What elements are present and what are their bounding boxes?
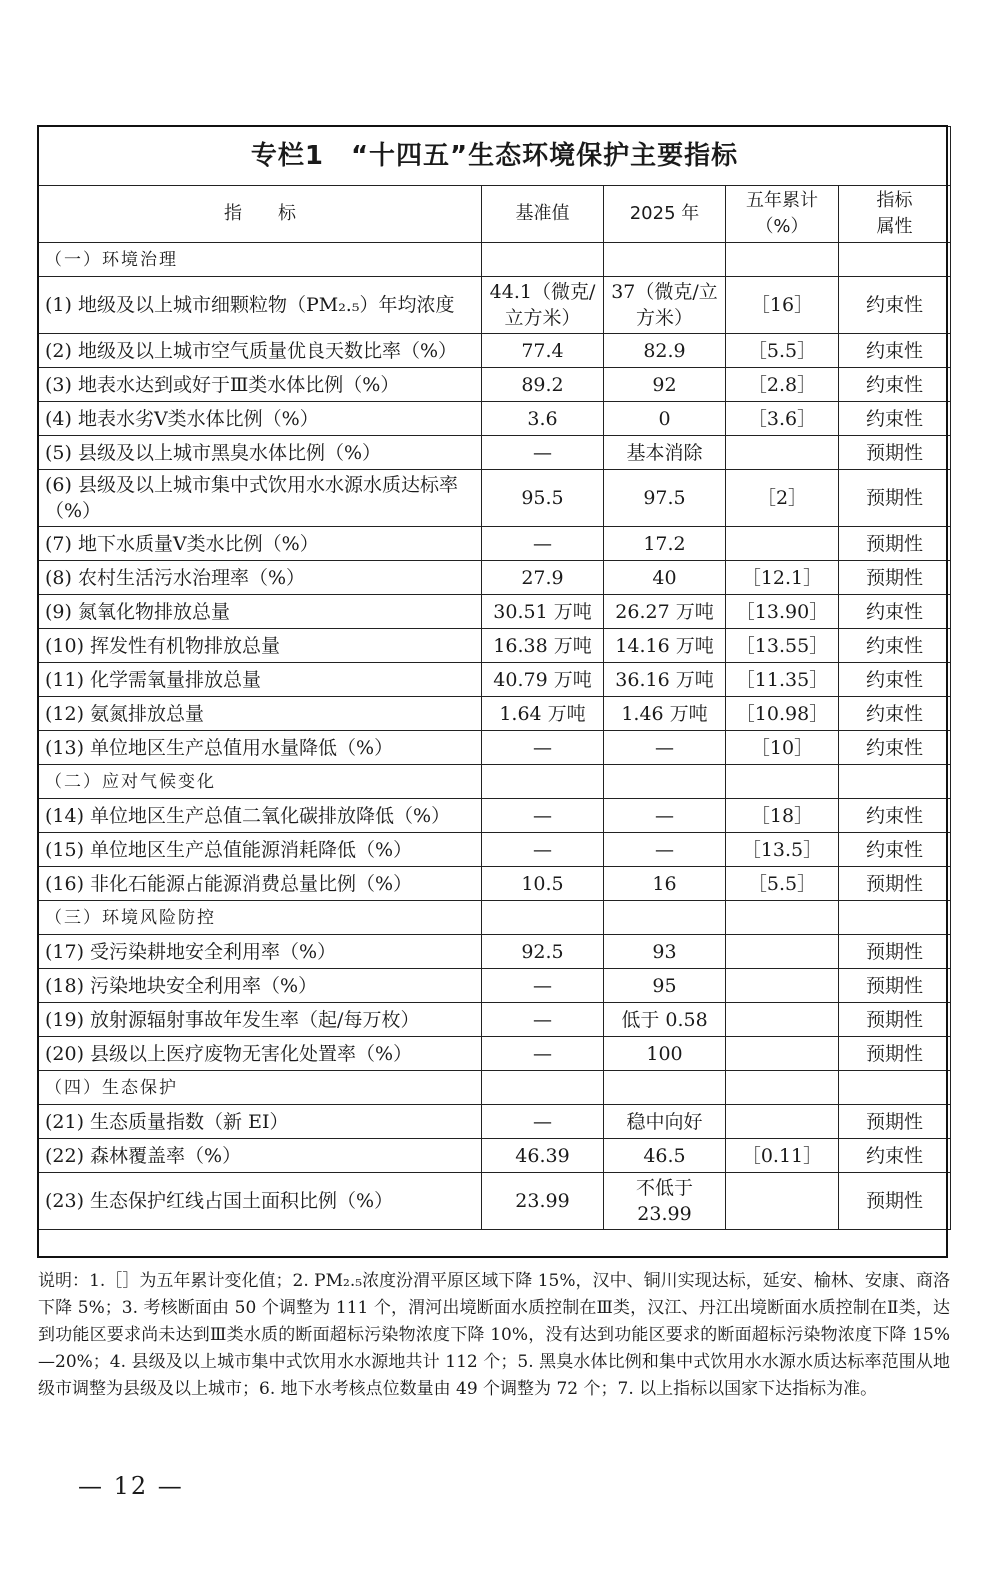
section-empty-cell (839, 901, 951, 935)
target-cell: 1.46 万吨 (604, 697, 726, 731)
attribute-cell: 约束性 (839, 334, 951, 368)
section-row (39, 1071, 951, 1105)
header-cumulative-line1: 五年累计 (746, 190, 818, 211)
cumulative-cell (726, 1173, 839, 1230)
attribute-cell: 预期性 (839, 1105, 951, 1139)
table-row (39, 629, 951, 663)
cumulative-cell: ［10.98］ (726, 697, 839, 731)
attribute-cell: 预期性 (839, 1003, 951, 1037)
target-cell: 基本消除 (604, 436, 726, 470)
cumulative-cell: ［10］ (726, 731, 839, 765)
target-cell: — (604, 799, 726, 833)
baseline-cell: 40.79 万吨 (482, 663, 604, 697)
table-row (39, 969, 951, 1003)
section-empty-cell (604, 765, 726, 799)
baseline-cell: — (482, 731, 604, 765)
cumulative-cell (726, 527, 839, 561)
indicator-cell: (8) 农村生活污水治理率（%） (39, 561, 482, 595)
section-empty-cell (726, 765, 839, 799)
baseline-cell: 92.5 (482, 935, 604, 969)
indicator-cell: (15) 单位地区生产总值能源消耗降低（%） (39, 833, 482, 867)
attribute-cell: 约束性 (839, 277, 951, 334)
baseline-cell: — (482, 1105, 604, 1139)
table-row (39, 402, 951, 436)
indicator-cell: (16) 非化石能源占能源消费总量比例（%） (39, 867, 482, 901)
attribute-cell: 预期性 (839, 969, 951, 1003)
header-baseline: 基准值 (482, 186, 604, 243)
indicator-cell: (19) 放射源辐射事故年发生率（起/每万枚） (39, 1003, 482, 1037)
target-cell: 0 (604, 402, 726, 436)
target-cell: 36.16 万吨 (604, 663, 726, 697)
table-row (39, 1003, 951, 1037)
table-row (39, 368, 951, 402)
baseline-cell: 3.6 (482, 402, 604, 436)
section-empty-cell (604, 901, 726, 935)
cumulative-cell: ［13.55］ (726, 629, 839, 663)
attribute-cell: 约束性 (839, 799, 951, 833)
baseline-cell: 16.38 万吨 (482, 629, 604, 663)
cumulative-cell: ［12.1］ (726, 561, 839, 595)
cumulative-cell (726, 1003, 839, 1037)
cumulative-cell (726, 436, 839, 470)
indicator-cell: (23) 生态保护红线占国土面积比例（%） (39, 1173, 482, 1230)
indicator-cell: (5) 县级及以上城市黑臭水体比例（%） (39, 436, 482, 470)
attribute-cell: 预期性 (839, 1037, 951, 1071)
baseline-cell: 1.64 万吨 (482, 697, 604, 731)
target-cell: 82.9 (604, 334, 726, 368)
target-cell: 不低于 23.99 (604, 1173, 726, 1230)
table-row (39, 697, 951, 731)
baseline-cell: 30.51 万吨 (482, 595, 604, 629)
section-title: （三）环境风险防控 (39, 901, 482, 935)
attribute-cell: 约束性 (839, 663, 951, 697)
section-empty-cell (726, 901, 839, 935)
target-cell: 37（微克/立方米） (604, 277, 726, 334)
cumulative-cell: ［13.5］ (726, 833, 839, 867)
indicator-cell: (4) 地表水劣Ⅴ类水体比例（%） (39, 402, 482, 436)
section-row (39, 243, 951, 277)
header-row (39, 186, 951, 243)
table-row (39, 833, 951, 867)
indicator-cell: (7) 地下水质量Ⅴ类水比例（%） (39, 527, 482, 561)
section-empty-cell (726, 243, 839, 277)
indicator-cell: (1) 地级及以上城市细颗粒物（PM₂.₅）年均浓度 (39, 277, 482, 334)
baseline-cell: — (482, 799, 604, 833)
indicator-cell: (9) 氮氧化物排放总量 (39, 595, 482, 629)
cumulative-cell: ［3.6］ (726, 402, 839, 436)
baseline-cell: 95.5 (482, 470, 604, 527)
section-empty-cell (482, 901, 604, 935)
section-empty-cell (839, 1071, 951, 1105)
target-cell: 稳中向好 (604, 1105, 726, 1139)
target-cell: 16 (604, 867, 726, 901)
baseline-cell: — (482, 969, 604, 1003)
baseline-cell: 44.1（微克/立方米） (482, 277, 604, 334)
baseline-cell: — (482, 1037, 604, 1071)
table-row (39, 470, 951, 527)
indicator-cell: (22) 森林覆盖率（%） (39, 1139, 482, 1173)
attribute-cell: 约束性 (839, 833, 951, 867)
indicators-table (38, 126, 951, 1230)
table-row (39, 1105, 951, 1139)
indicator-cell: (17) 受污染耕地安全利用率（%） (39, 935, 482, 969)
baseline-cell: — (482, 436, 604, 470)
indicator-cell: (11) 化学需氧量排放总量 (39, 663, 482, 697)
target-cell: 92 (604, 368, 726, 402)
table-title: 专栏1 “十四五”生态环境保护主要指标 (39, 127, 951, 186)
indicator-cell: (10) 挥发性有机物排放总量 (39, 629, 482, 663)
target-cell: 14.16 万吨 (604, 629, 726, 663)
cumulative-cell (726, 969, 839, 1003)
header-attribute (839, 186, 951, 243)
section-empty-cell (839, 243, 951, 277)
header-cumulative (726, 186, 839, 243)
section-empty-cell (839, 765, 951, 799)
attribute-cell: 约束性 (839, 629, 951, 663)
indicator-cell: (18) 污染地块安全利用率（%） (39, 969, 482, 1003)
table-row (39, 867, 951, 901)
header-attribute-line1: 指标 (876, 190, 913, 211)
attribute-cell: 预期性 (839, 935, 951, 969)
target-cell: — (604, 833, 726, 867)
attribute-cell: 约束性 (839, 1139, 951, 1173)
cumulative-cell (726, 1105, 839, 1139)
target-cell: 97.5 (604, 470, 726, 527)
table-row (39, 935, 951, 969)
section-empty-cell (482, 1071, 604, 1105)
section-title: （一）环境治理 (39, 243, 482, 277)
table-row (39, 799, 951, 833)
attribute-cell: 约束性 (839, 595, 951, 629)
attribute-cell: 约束性 (839, 402, 951, 436)
header-indicator: 指 标 (39, 186, 482, 243)
section-empty-cell (482, 765, 604, 799)
cumulative-cell: ［5.5］ (726, 334, 839, 368)
indicator-cell: (21) 生态质量指数（新 EI） (39, 1105, 482, 1139)
attribute-cell: 约束性 (839, 731, 951, 765)
section-row (39, 901, 951, 935)
attribute-cell: 预期性 (839, 561, 951, 595)
table-row (39, 1173, 951, 1230)
header-attribute-line2: 属性 (876, 216, 913, 237)
section-empty-cell (604, 243, 726, 277)
cumulative-cell (726, 1037, 839, 1071)
indicator-cell: (2) 地级及以上城市空气质量优良天数比率（%） (39, 334, 482, 368)
page-number: — 12 — (78, 1472, 184, 1500)
attribute-cell: 预期性 (839, 527, 951, 561)
target-cell: 低于 0.58 (604, 1003, 726, 1037)
attribute-cell: 预期性 (839, 470, 951, 527)
baseline-cell: 23.99 (482, 1173, 604, 1230)
target-cell: — (604, 731, 726, 765)
explanatory-note: 说明：1.［］为五年累计变化值；2. PM₂.₅浓度汾渭平原区域下降 15%，汉中、铜川实现达标，延安、榆林、安康、商洛下降 5%；3. 考核断面由 50 个调整为 111 个，渭河出境断面水质控制在Ⅲ类，汉江、丹江出境断面水质控制在Ⅱ类，达到功能区要求尚未达到Ⅲ类水质的断面超标污染物浓度下降 10%，没有达到功能区要求的断面超标污染物浓度下降 15%—20%；4. 县级及以上城市集中式饮用水水源地共计 112 个；5. 黑臭水体比例和集中式饮用水水源水质达标率范围从地级市调整为县级及以上城市；6. 地下水考核点位数量由 49 个调整为 72 个；7. 以上指标以国家下达指标为准。 (38, 1271, 950, 1399)
indicator-cell: (3) 地表水达到或好于Ⅲ类水体比例（%） (39, 368, 482, 402)
section-empty-cell (726, 1071, 839, 1105)
baseline-cell: 27.9 (482, 561, 604, 595)
cumulative-cell: ［5.5］ (726, 867, 839, 901)
table-row (39, 277, 951, 334)
indicator-cell: (12) 氨氮排放总量 (39, 697, 482, 731)
baseline-cell: — (482, 527, 604, 561)
indicator-cell: (13) 单位地区生产总值用水量降低（%） (39, 731, 482, 765)
target-cell: 26.27 万吨 (604, 595, 726, 629)
target-cell: 93 (604, 935, 726, 969)
cumulative-cell: ［16］ (726, 277, 839, 334)
baseline-cell: 89.2 (482, 368, 604, 402)
table-row (39, 1139, 951, 1173)
table-row (39, 663, 951, 697)
cumulative-cell: ［18］ (726, 799, 839, 833)
table-row (39, 731, 951, 765)
target-cell: 46.5 (604, 1139, 726, 1173)
table-row (39, 436, 951, 470)
section-empty-cell (604, 1071, 726, 1105)
indicator-cell: (20) 县级以上医疗废物无害化处置率（%） (39, 1037, 482, 1071)
header-target: 2025 年 (604, 186, 726, 243)
baseline-cell: — (482, 1003, 604, 1037)
table-row (39, 595, 951, 629)
baseline-cell: 10.5 (482, 867, 604, 901)
indicator-cell: (14) 单位地区生产总值二氧化碳排放降低（%） (39, 799, 482, 833)
attribute-cell: 预期性 (839, 867, 951, 901)
table-row (39, 561, 951, 595)
header-cumulative-line2: （%） (755, 216, 809, 237)
attribute-cell: 约束性 (839, 697, 951, 731)
attribute-cell: 约束性 (839, 368, 951, 402)
section-row (39, 765, 951, 799)
table-row (39, 527, 951, 561)
baseline-cell: 77.4 (482, 334, 604, 368)
cumulative-cell: ［2.8］ (726, 368, 839, 402)
cumulative-cell: ［11.35］ (726, 663, 839, 697)
target-cell: 100 (604, 1037, 726, 1071)
table-row (39, 1037, 951, 1071)
target-cell: 40 (604, 561, 726, 595)
attribute-cell: 预期性 (839, 436, 951, 470)
cumulative-cell (726, 935, 839, 969)
section-empty-cell (482, 243, 604, 277)
baseline-cell: 46.39 (482, 1139, 604, 1173)
attribute-cell: 预期性 (839, 1173, 951, 1230)
section-title: （二）应对气候变化 (39, 765, 482, 799)
cumulative-cell: ［13.90］ (726, 595, 839, 629)
cumulative-cell: ［0.11］ (726, 1139, 839, 1173)
table-row (39, 334, 951, 368)
target-cell: 17.2 (604, 527, 726, 561)
section-title: （四）生态保护 (39, 1071, 482, 1105)
cumulative-cell: ［2］ (726, 470, 839, 527)
target-cell: 95 (604, 969, 726, 1003)
baseline-cell: — (482, 833, 604, 867)
indicator-cell: (6) 县级及以上城市集中式饮用水水源水质达标率（%） (39, 470, 482, 527)
